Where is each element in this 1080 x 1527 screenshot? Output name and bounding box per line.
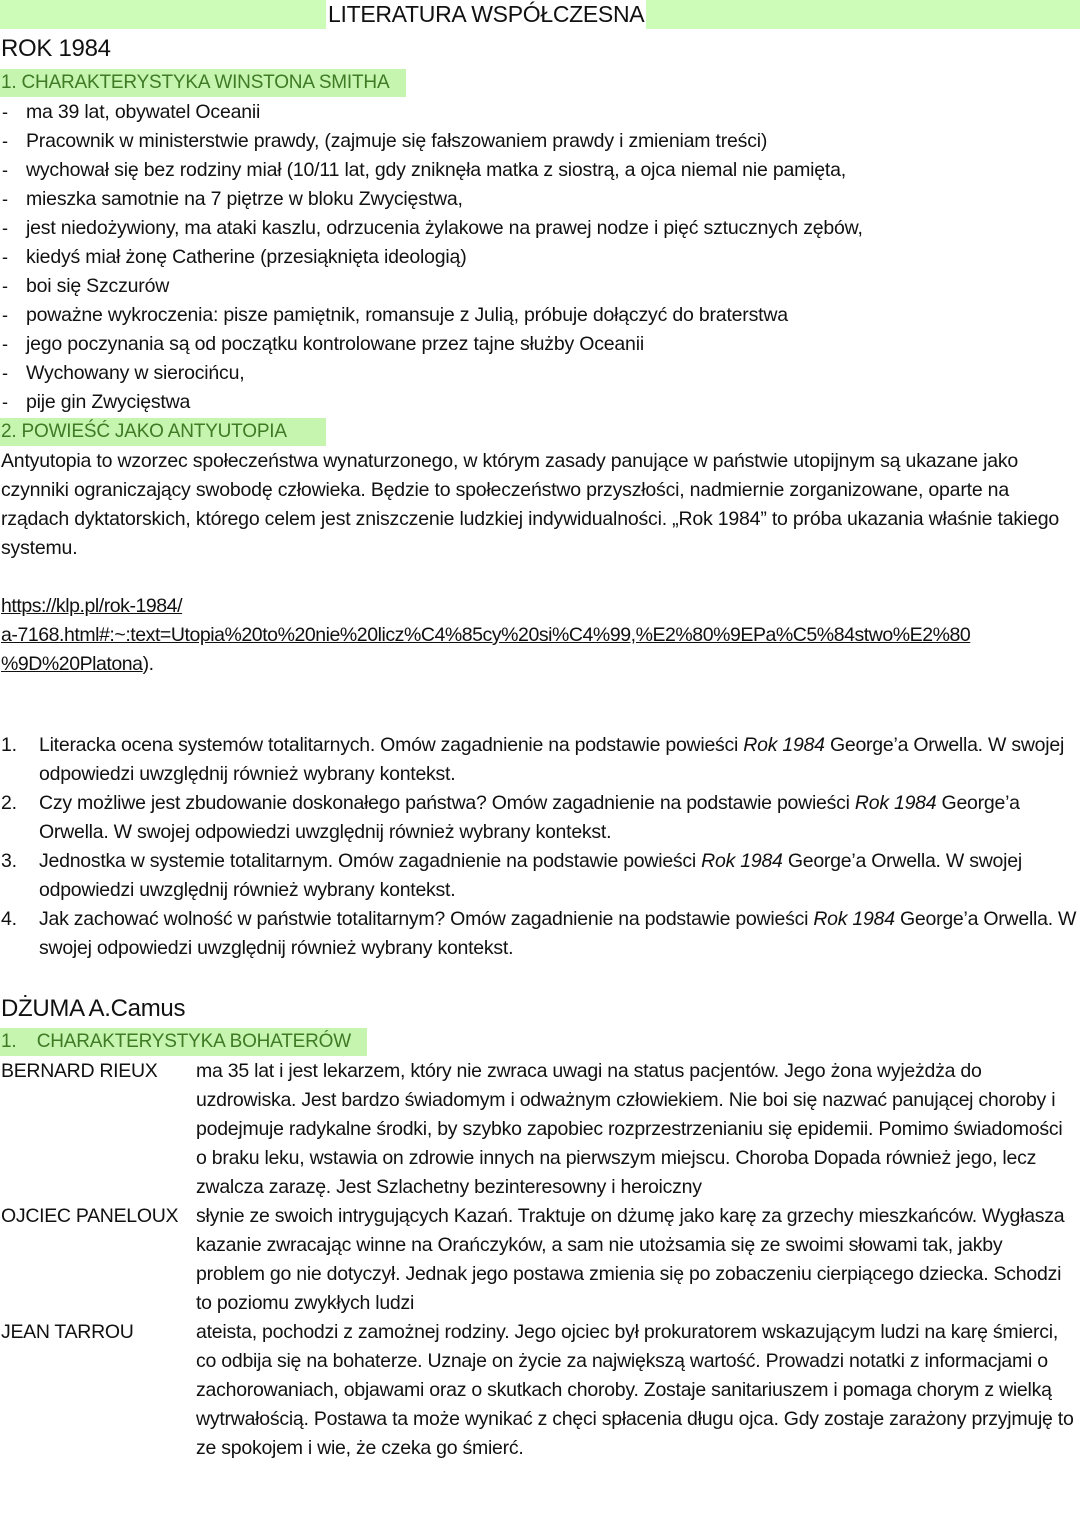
question-item: 4. Jak zachować wolność w państwie totalitarnym? Omów zagadnienie na podstawie powieści Rok 1984 George’a Orwella. W swojej odpowiedzi uwzględnij również wybrany kontekst.	[1, 908, 1077, 959]
character-description: ma 35 lat i jest lekarzem, który nie zwraca uwagi na status pacjentów. Jego żona wyjeżdża do uzdrowiska. Jest bardzo świadomym i odważnym człowiekiem. Nie boi się nazwać panującej choroby i podejmuje radykalne środki, by szybko zapobiec rozprzestrzenianiu się epidemii. Pomimo świadomości o braku leku, wstawia on zdrowie innych na pierwszym miejscu. Choroba Dopada również jego, lecz zwalcza zarazę. Jest Szlachetny bezinteresowny i heroiczny	[196, 1060, 1063, 1198]
list-item: - Wychowany w sierocińcu,	[0, 359, 863, 388]
dash-bullet: -	[2, 218, 8, 238]
character-name: BERNARD RIEUX	[1, 1060, 158, 1082]
dash-bullet: -	[2, 363, 8, 383]
book-title-italic: Rok 1984	[854, 792, 937, 814]
source-link-line-3[interactable]: %9D%20Platona	[1, 653, 143, 675]
dash-bullet: -	[2, 334, 8, 354]
list-item: - ma 39 lat, obywatel Oceanii	[0, 98, 863, 127]
book-title-italic: Rok 1984	[701, 850, 783, 872]
subheading-winston-smith: 1. CHARAKTERYSTYKA WINSTONA SMITHA	[0, 69, 406, 97]
character-row	[0, 1318, 1076, 1463]
source-link-line-2[interactable]: a-7168.html#:~:text=Utopia%20to%20nie%20licz%C4%85cy%20si%C4%99,%E2%80%9EPa%C5%84stwo%E2%80	[1, 624, 971, 646]
character-name: OJCIEC PANELOUX	[1, 1205, 179, 1227]
link-suffix: ).	[142, 653, 154, 675]
dash-bullet: -	[2, 131, 8, 151]
essay-questions-list	[0, 731, 1079, 963]
character-description: słynie ze swoich intrygujących Kazań. Traktuje on dżumę jako karę za grzechy mieszkańców. Wygłasza kazanie zwracając winne na Orańczyków, a sam nie utożsamia się ze swoimi słowami tak, jakby problem go nie dotyczył. Jednak jego postawa zmienia się po zobaczeniu cierpiącego dziecka. Schodzi to poziomu zwykłych ludzi	[196, 1205, 1065, 1314]
book-title-italic: Rok 1984	[743, 734, 825, 756]
list-item: - mieszka samotnie na 7 piętrze w bloku Zwycięstwa,	[0, 185, 863, 214]
list-item: - boi się Szczurów	[0, 272, 863, 301]
section-heading-rok-1984: ROK 1984	[1, 35, 111, 62]
character-name: JEAN TARROU	[1, 1321, 134, 1343]
dash-bullet: -	[2, 276, 8, 296]
dash-bullet: -	[2, 102, 8, 122]
antyutopia-paragraph: Antyutopia to wzorzec społeczeństwa wynaturzonego, w którym zasady panujące w państwie utopijnym są ukazane jako czynniki ograniczający swobodę człowieka. Będzie to społeczeństwo przyszłości, nadmiernie zorganizowane, oparte na rządach dyktatorskich, którego celem jest zniszczenie ludzkiej indywidualności. „Rok 1984” to próba ukazania właśnie takiego systemu.	[1, 450, 1060, 559]
dash-bullet: -	[2, 392, 8, 412]
list-item: - pije gin Zwycięstwa	[0, 388, 863, 417]
dash-bullet: -	[2, 160, 8, 180]
source-link[interactable]	[1, 592, 970, 679]
document-title: LITERATURA WSPÓŁCZESNA	[328, 1, 645, 27]
winston-characteristics-list	[0, 98, 863, 417]
list-item: - kiedyś miał żonę Catherine (przesiąknięta ideologią)	[0, 243, 863, 272]
question-item: 1. Literacka ocena systemów totalitarnych. Omów zagadnienie na podstawie powieści Rok 1984 George’a Orwella. W swojej odpowiedzi uwzględnij również wybrany kontekst.	[1, 734, 1065, 785]
character-description: ateista, pochodzi z zamożnej rodziny. Jego ojciec był prokuratorem wskazującym ludzi na karę śmierci, co odbija się na bohaterze. Uznaje on życie za największą wartość. Prowadzi notatki z informacjami o zachorowaniach, objawami oraz o skutkach choroby. Zostaje sanitariuszem i pomaga chorym z wielką wytrwałością. Postawa ta może wynikać z chęci spłacenia długu ojca. Gdy zostaje zarażony przyjmuję to ze spokojem i wie, że czeka go śmierć.	[196, 1321, 1074, 1459]
section-heading-dzuma: DŻUMA A.Camus	[1, 995, 186, 1022]
list-item: - Pracownik w ministerstwie prawdy, (zajmuje się fałszowaniem prawdy i zmieniam treści)	[0, 127, 863, 156]
subheading-bohaterowie: 1. CHARAKTERYSTYKA BOHATERÓW	[0, 1028, 367, 1056]
characters-table	[0, 1057, 1076, 1463]
question-item: 2. Czy możliwe jest zbudowanie doskonałego państwa? Omów zagadnienie na podstawie powieści Rok 1984 George’a Orwella. W swojej odpowiedzi uwzględnij również wybrany kontekst.	[1, 792, 1020, 843]
list-item: - jego poczynania są od początku kontrolowane przez tajne służby Oceanii	[0, 330, 863, 359]
question-item: 3. Jednostka w systemie totalitarnym. Omów zagadnienie na podstawie powieści Rok 1984 George’a Orwella. W swojej odpowiedzi uwzględnij również wybrany kontekst.	[1, 850, 1022, 901]
source-link-line-1[interactable]: https://klp.pl/rok-1984/	[1, 595, 183, 617]
list-item: - poważne wykroczenia: pisze pamiętnik, romansuje z Julią, próbuje dołączyć do braterstwa	[0, 301, 863, 330]
dash-bullet: -	[2, 247, 8, 267]
list-item: - jest niedożywiony, ma ataki kaszlu, odrzucenia żylakowe na prawej nodze i pięć sztucznych zębów,	[0, 214, 863, 243]
book-title-italic: Rok 1984	[813, 908, 895, 930]
character-row	[0, 1202, 1076, 1318]
dash-bullet: -	[2, 189, 8, 209]
subheading-antyutopia: 2. POWIEŚĆ JAKO ANTYUTOPIA	[0, 418, 326, 446]
list-item: - wychował się bez rodziny miał (10/11 lat, gdy zniknęła matka z siostrą, a ojca niemal nie pamięta,	[0, 156, 863, 185]
dash-bullet: -	[2, 305, 8, 325]
character-row	[0, 1057, 1076, 1202]
